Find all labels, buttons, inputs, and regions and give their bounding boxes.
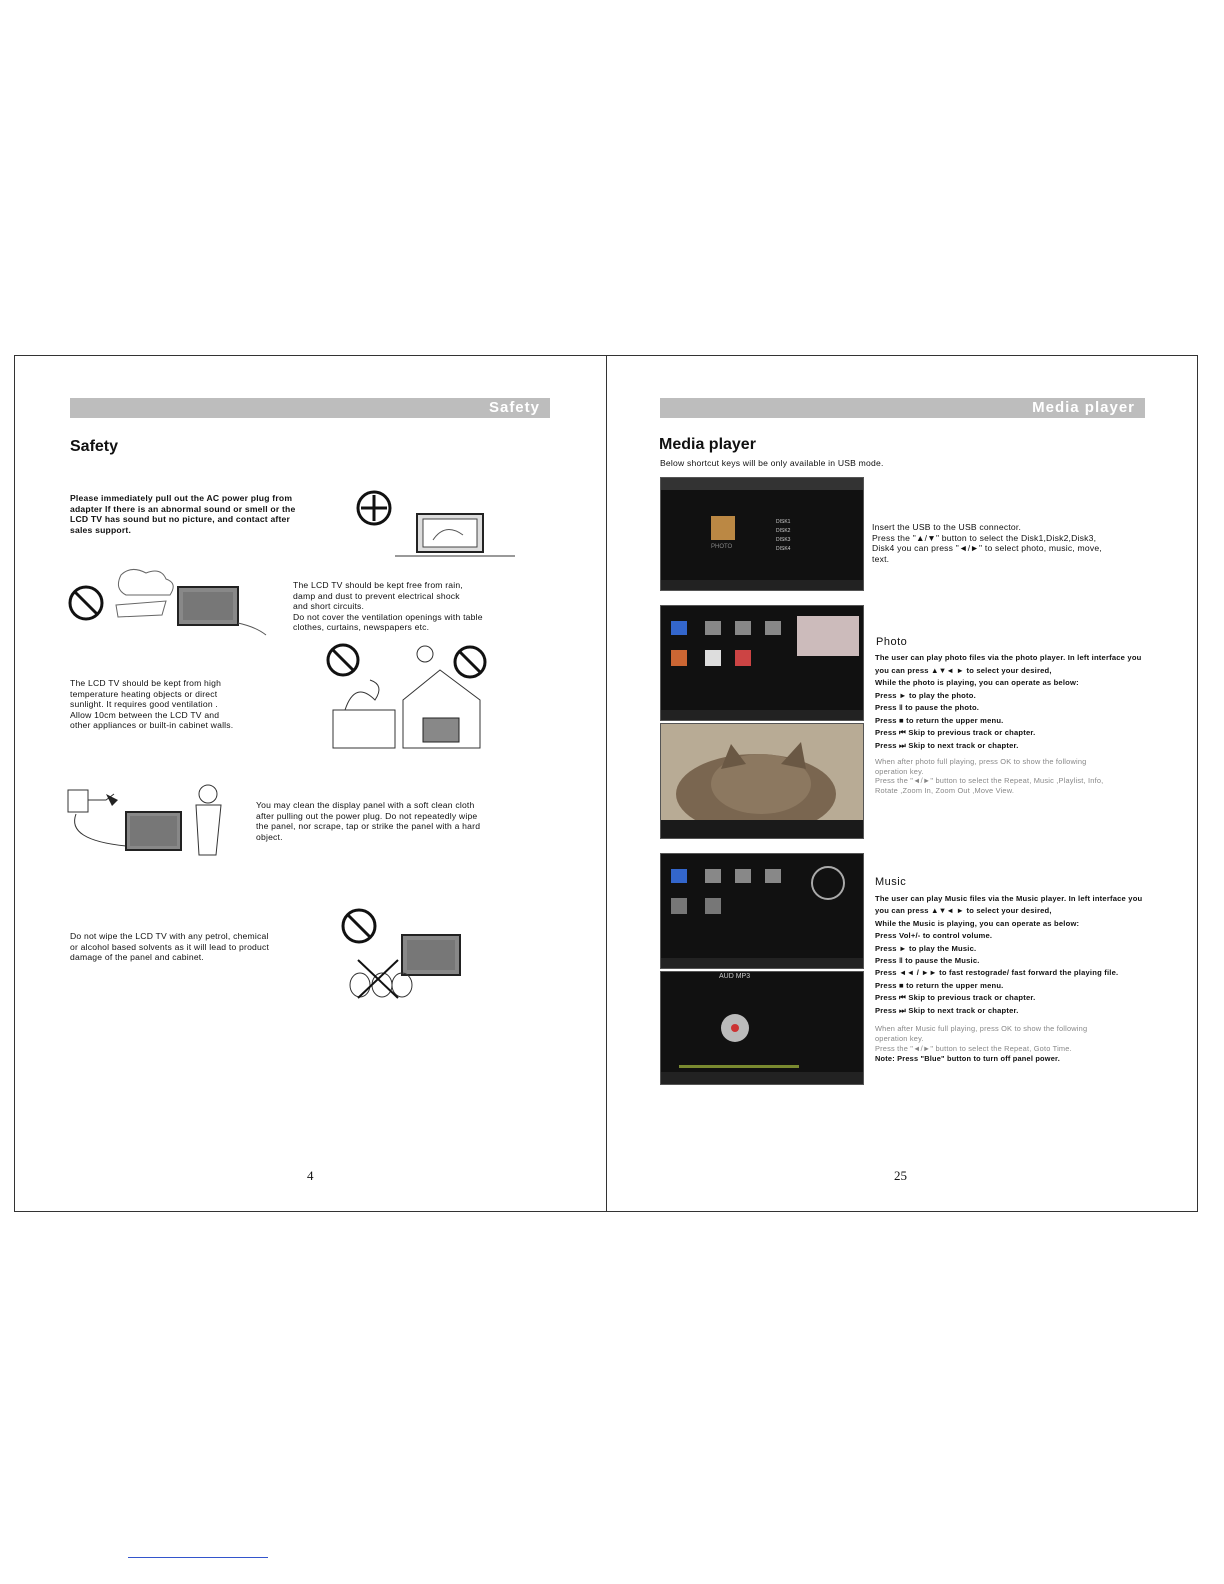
text-line: You may clean the display panel with a soft clean cloth — [256, 800, 475, 810]
text-line: clothes, curtains, newspapers etc. — [293, 622, 430, 633]
now-playing-title: AUD MP3 — [719, 973, 751, 980]
text-line: temperature heating objects or direct — [70, 688, 218, 699]
photo-heading: Photo — [876, 636, 908, 648]
text-line: after pulling out the power plug. Do not repeatedly wipe — [256, 810, 478, 821]
text-line: and short circuits. — [293, 601, 365, 612]
text-line: When after Music full playing, press OK to show the following — [875, 1024, 1088, 1033]
kitten-photo — [661, 724, 863, 838]
text-line: Do not wipe the LCD TV with any petrol, chemical — [70, 931, 269, 941]
text-line: Insert the USB to the USB connector. — [872, 522, 1022, 532]
text-line: you can press ▲▼◄ ► to select your desired, — [875, 906, 1052, 916]
music-note — [875, 1024, 1087, 1064]
music-browser-screenshot — [660, 853, 864, 969]
safety-item-4 — [256, 800, 480, 842]
text-line: Do not cover the ventilation openings with table — [293, 611, 483, 622]
text-line: damp and dust to prevent electrical shock — [293, 590, 460, 601]
music-instructions — [875, 893, 1142, 1017]
photo-note — [875, 757, 1103, 795]
cleaning-illustration — [66, 780, 241, 858]
page-number-right: 25 — [894, 1168, 907, 1183]
safety-title: Safety — [70, 438, 119, 455]
text-line: Press ■ to return the upper menu. — [875, 980, 1004, 990]
progress-bar — [679, 1065, 799, 1068]
text-line: Press the "◄/►" button to select the Repeat, Goto Time. — [875, 1044, 1072, 1053]
text-line: sunlight. It requires good ventilation . — [70, 699, 218, 710]
disk-item: DISK2 — [776, 528, 791, 534]
text-line: Press ‖ to pause the Music. — [875, 956, 980, 966]
text-line: adapter If there is an abnormal sound or smell or the — [70, 503, 296, 514]
disk-item: DISK3 — [776, 537, 791, 543]
photo-playing-screenshot — [660, 723, 864, 839]
text-line: damage of the panel and cabinet. — [70, 952, 204, 963]
text-line: LCD TV has sound but no picture, and contact after — [70, 514, 291, 525]
text-line: text. — [872, 553, 890, 564]
text-line: The user can play photo files via the photo player. In left interface you — [875, 653, 1142, 662]
photo-browser-screenshot — [660, 605, 864, 721]
disk-item: DISK4 — [776, 546, 791, 552]
page-number-left: 4 — [307, 1168, 314, 1183]
usb-icon-label: PHOTO — [711, 544, 733, 550]
text-line: Press ◄◄ / ►► to fast restograde/ fast forward the playing file. — [875, 968, 1119, 978]
text-line: While the Music is playing, you can operate as below: — [875, 918, 1080, 928]
sun-icon — [417, 646, 433, 662]
text-line: object. — [256, 831, 283, 842]
safety-item-2 — [293, 580, 483, 633]
text-line: Press ► to play the Music. — [875, 943, 977, 953]
text-line: Press the "▲/▼" button to select the Disk1,Disk2,Disk3, — [872, 532, 1097, 543]
text-line: The LCD TV should be kept free from rain, — [293, 580, 463, 590]
text-line: While the photo is playing, you can operate as below: — [875, 678, 1079, 687]
text-line: Rotate ,Zoom In, Zoom Out ,Move View. — [875, 785, 1015, 795]
text-line: Allow 10cm between the LCD TV and — [70, 709, 220, 720]
photo-instructions — [875, 652, 1142, 752]
disk-item: DISK1 — [776, 519, 791, 525]
usb-instructions — [872, 522, 1102, 564]
disk-list — [776, 518, 790, 554]
safety-item-1 — [70, 493, 296, 535]
rain-tv-illustration — [66, 565, 271, 640]
text-line: you can press ▲▼◄ ► to select your desired, — [875, 665, 1052, 675]
text-line: Press Vol+/- to control volume. — [875, 931, 993, 941]
heat-sun-illustration — [325, 640, 495, 750]
text-line: or alcohol based solvents as it will lead to product — [70, 941, 270, 952]
text-line: Press ⏭ Skip to next track or chapter. — [875, 1005, 1019, 1015]
text-line: sales support. — [70, 524, 132, 535]
text-line: Press ⏮ Skip to previous track or chapter. — [875, 993, 1036, 1003]
text-line: Note: Press "Blue" button to turn off panel power. — [875, 1054, 1060, 1063]
text-line: Disk4 you can press "◄/►" to select photo, music, move, — [872, 543, 1102, 554]
photo-folder-icon — [711, 516, 735, 540]
media-title: Media player — [659, 436, 756, 453]
power-tv-illustration — [355, 490, 520, 562]
usb-menu-screenshot — [660, 477, 864, 591]
text-line: The user can play Music files via the Music player. In left interface you — [875, 894, 1143, 903]
text-line: Press ‖ to pause the photo. — [875, 703, 980, 712]
media-subtitle: Below shortcut keys will be only available in USB mode. — [660, 458, 884, 468]
text-line: Press ⏭ Skip to next track or chapter. — [875, 740, 1019, 750]
text-line: operation key. — [875, 766, 924, 776]
text-line: Please immediately pull out the AC power plug from — [70, 493, 293, 503]
music-playing-screenshot — [660, 971, 864, 1085]
text-line: Press ■ to return the upper menu. — [875, 715, 1004, 725]
media-header-bar: Media player — [660, 398, 1145, 418]
text-line: When after photo full playing, press OK to show the following — [875, 757, 1087, 766]
text-line: Press ► to play the photo. — [875, 690, 976, 700]
safety-item-3 — [70, 678, 233, 731]
text-line: The LCD TV should be kept from high — [70, 678, 222, 688]
text-line: Press the "◄/►" button to select the Repeat, Music ,Playlist, Info, — [875, 776, 1104, 785]
text-line: operation key. — [875, 1034, 924, 1043]
music-heading: Music — [875, 876, 907, 888]
safety-header-bar: Safety — [70, 398, 550, 418]
solvent-illustration — [340, 905, 490, 1000]
text-line: the panel, nor scrape, tap or strike the panel with a hard — [256, 821, 481, 832]
text-line: other appliances or built-in cabinet walls. — [70, 720, 234, 731]
text-line: Press ⏮ Skip to previous track or chapter. — [875, 728, 1036, 737]
page-fold — [606, 355, 607, 1212]
footer-rule — [128, 1557, 268, 1558]
safety-item-5 — [70, 931, 269, 963]
